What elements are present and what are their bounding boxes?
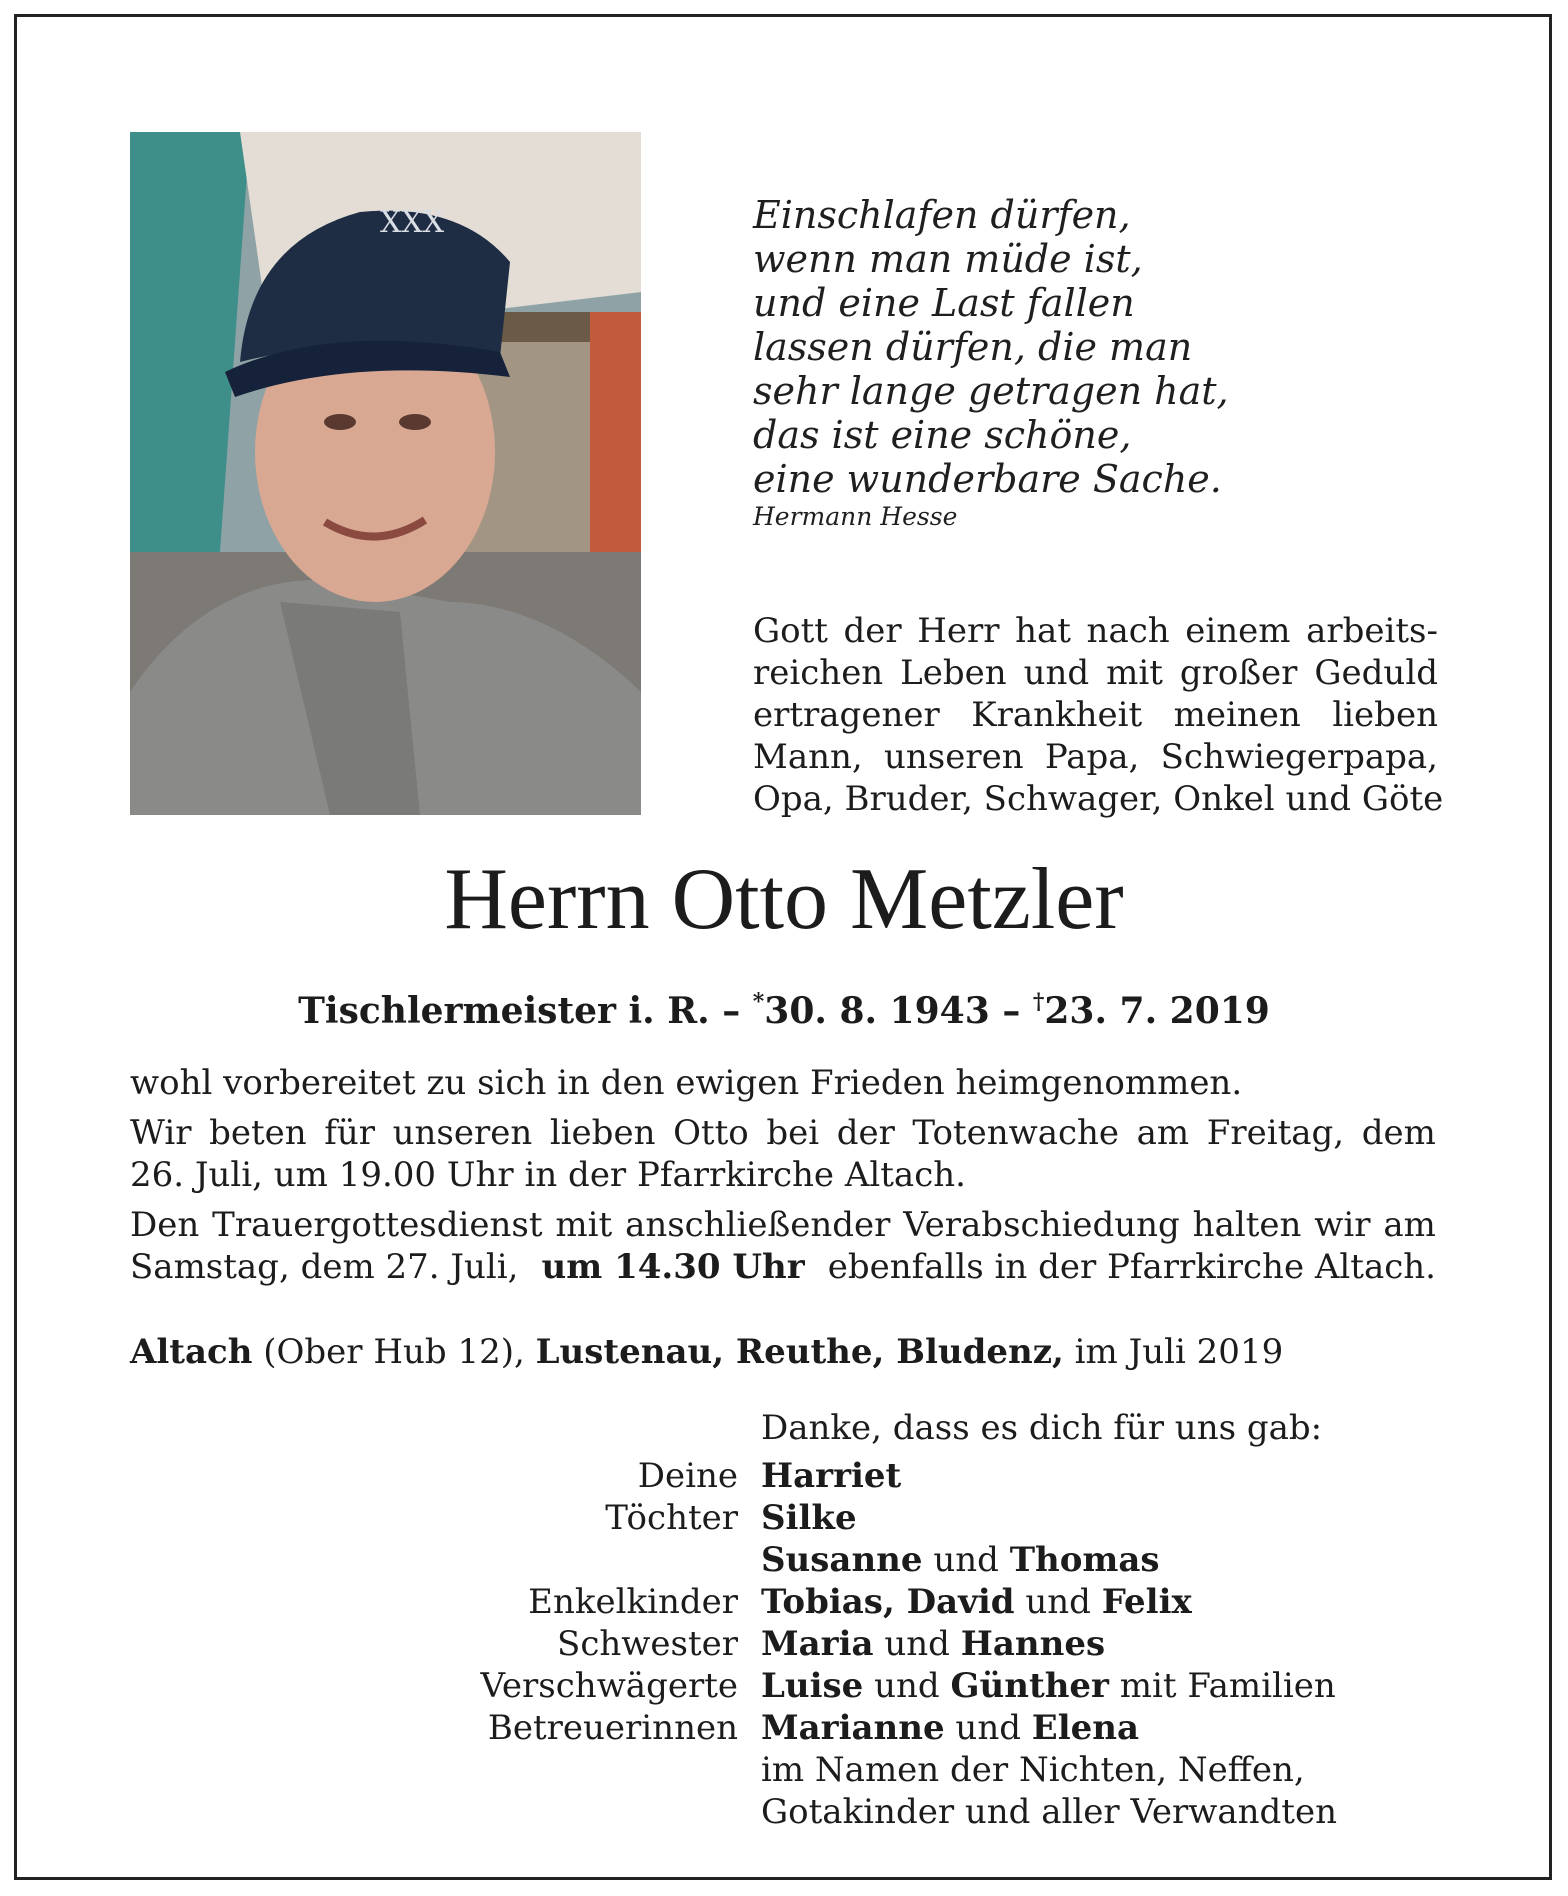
body-text bbox=[130, 1062, 1436, 1296]
text-segment: ebenfalls in der Pfarrkirche Altach. bbox=[827, 1247, 1436, 1287]
conjunction: und bbox=[874, 1666, 940, 1706]
other-places: Lustenau, Reuthe, Bludenz, bbox=[535, 1332, 1064, 1372]
mourner-row bbox=[0, 1623, 1568, 1665]
justified-line bbox=[130, 1204, 1436, 1246]
word: Trauergottesdienst bbox=[212, 1205, 543, 1245]
word: unseren bbox=[883, 737, 1024, 777]
name: Maria bbox=[761, 1624, 874, 1664]
word: großer bbox=[1179, 653, 1298, 693]
word: Otto bbox=[673, 1113, 749, 1153]
relation-label: Deine bbox=[637, 1456, 738, 1496]
mourners-list bbox=[0, 1455, 1568, 1833]
separator: – bbox=[1002, 990, 1021, 1032]
date: im Juli 2019 bbox=[1074, 1332, 1284, 1372]
word: mit bbox=[1106, 653, 1163, 693]
intro-line bbox=[753, 652, 1438, 694]
deceased-name: Herrn Otto Metzler bbox=[444, 851, 1124, 948]
word: der bbox=[843, 611, 902, 651]
poem-line: das ist eine schöne, bbox=[753, 413, 1132, 457]
name: Silke bbox=[761, 1498, 857, 1538]
relation-label: Schwester bbox=[557, 1624, 738, 1664]
justified-line bbox=[130, 1112, 1436, 1154]
mourner-row bbox=[0, 1497, 1568, 1539]
poem bbox=[753, 193, 1229, 501]
mourner-names bbox=[761, 1497, 857, 1539]
closing-line: Gotakinder und aller Verwandten bbox=[761, 1792, 1337, 1832]
service-time: um 14.30 Uhr bbox=[541, 1247, 805, 1287]
mourner-row bbox=[0, 1665, 1568, 1707]
word: anschließender bbox=[625, 1205, 891, 1245]
mourner-row bbox=[0, 1707, 1568, 1749]
word: Gott bbox=[753, 611, 828, 651]
intro-paragraph bbox=[753, 610, 1444, 820]
word: halten bbox=[1192, 1205, 1302, 1245]
word: dem bbox=[1361, 1113, 1436, 1153]
mourner-row bbox=[0, 1581, 1568, 1623]
poem-line: sehr lange getragen hat, bbox=[753, 369, 1229, 413]
word: ertragener bbox=[753, 695, 940, 735]
name: Susanne bbox=[761, 1540, 923, 1580]
poem-author: Hermann Hesse bbox=[753, 502, 958, 531]
death-date: 23. 7. 2019 bbox=[1044, 990, 1270, 1032]
word: für bbox=[324, 1113, 375, 1153]
birth-date: 30. 8. 1943 bbox=[764, 990, 990, 1032]
word: einem bbox=[1185, 611, 1291, 651]
profession: Tischlermeister i. R. bbox=[298, 990, 710, 1032]
body-paragraph-2 bbox=[130, 1112, 1436, 1196]
death-symbol: † bbox=[1032, 989, 1045, 1015]
word: Schwiegerpapa, bbox=[1160, 737, 1438, 777]
word: lieben bbox=[549, 1113, 656, 1153]
word: unseren bbox=[392, 1113, 533, 1153]
text-segment: Samstag, dem 27. Juli, bbox=[130, 1247, 519, 1287]
relation-label: Enkelkinder bbox=[528, 1582, 738, 1622]
mourner-row bbox=[0, 1455, 1568, 1497]
closing-row bbox=[0, 1749, 1568, 1791]
word: hat bbox=[1015, 611, 1071, 651]
birth-symbol: * bbox=[752, 989, 765, 1015]
justified-line bbox=[130, 1246, 1436, 1288]
name: Günther bbox=[950, 1666, 1109, 1706]
relation-label: Betreuerinnen bbox=[487, 1708, 738, 1748]
word: beten bbox=[209, 1113, 307, 1153]
suffix: mit Familien bbox=[1119, 1666, 1336, 1706]
conjunction: und bbox=[955, 1708, 1021, 1748]
svg-text:XXX: XXX bbox=[380, 205, 445, 240]
deceased-subtitle bbox=[0, 980, 1568, 1033]
word: Papa, bbox=[1044, 737, 1140, 777]
place-date-line bbox=[130, 1331, 1283, 1373]
poem-line: lassen dürfen, die man bbox=[753, 325, 1193, 369]
word: nach bbox=[1086, 611, 1170, 651]
mourner-names bbox=[761, 1581, 1192, 1623]
name: Felix bbox=[1101, 1582, 1192, 1622]
mourner-names bbox=[761, 1539, 1160, 1581]
name: Marianne bbox=[761, 1708, 945, 1748]
relation-label: Töchter bbox=[605, 1498, 738, 1538]
mourner-names bbox=[761, 1455, 901, 1497]
word: wir bbox=[1314, 1205, 1371, 1245]
name: Thomas bbox=[1009, 1540, 1160, 1580]
conjunction: und bbox=[1025, 1582, 1091, 1622]
word: Herr bbox=[917, 611, 1000, 651]
body-line: 26. Juli, um 19.00 Uhr in der Pfarrkirche Altach. bbox=[130, 1155, 966, 1195]
word: der bbox=[836, 1113, 895, 1153]
closing-row bbox=[0, 1791, 1568, 1833]
word: am bbox=[1383, 1205, 1436, 1245]
mourner-names bbox=[761, 1623, 1105, 1665]
name: Harriet bbox=[761, 1456, 902, 1496]
poem-line: Einschlafen dürfen, bbox=[753, 193, 1131, 237]
word: Geduld bbox=[1314, 653, 1438, 693]
conjunction: und bbox=[884, 1624, 950, 1664]
conjunction: und bbox=[933, 1540, 999, 1580]
word: bei bbox=[766, 1113, 820, 1153]
intro-line bbox=[753, 610, 1438, 652]
word: Leben bbox=[900, 653, 1007, 693]
mourner-names bbox=[761, 1665, 1336, 1707]
address: (Ober Hub 12), bbox=[263, 1332, 525, 1372]
word: lieben bbox=[1332, 695, 1438, 735]
word: Totenwache bbox=[912, 1113, 1120, 1153]
closing-line: im Namen der Nichten, Neffen, bbox=[761, 1750, 1305, 1790]
mourner-row bbox=[0, 1539, 1568, 1581]
word: und bbox=[1023, 653, 1090, 693]
place-altach: Altach bbox=[130, 1332, 253, 1372]
word: Verabschiedung bbox=[903, 1205, 1180, 1245]
word: meinen bbox=[1173, 695, 1301, 735]
name: Luise bbox=[761, 1666, 864, 1706]
body-paragraph-3 bbox=[130, 1204, 1436, 1288]
poem-line: wenn man müde ist, bbox=[753, 237, 1143, 281]
intro-line: Opa, Bruder, Schwager, Onkel und Göte bbox=[753, 779, 1444, 819]
word: Krankheit bbox=[971, 695, 1143, 735]
intro-line bbox=[753, 694, 1438, 736]
intro-line bbox=[753, 736, 1438, 778]
word: mit bbox=[555, 1205, 613, 1245]
body-paragraph-1: wohl vorbereitet zu sich in den ewigen Frieden heimgenommen. bbox=[130, 1063, 1243, 1103]
word: Den bbox=[130, 1205, 200, 1245]
thanks-line: Danke, dass es dich für uns gab: bbox=[761, 1408, 1323, 1448]
separator: – bbox=[722, 990, 741, 1032]
portrait-photo bbox=[130, 132, 641, 815]
poem-line: und eine Last fallen bbox=[753, 281, 1135, 325]
word: am bbox=[1136, 1113, 1190, 1153]
relation-label: Verschwägerte bbox=[480, 1666, 738, 1706]
word: Freitag, bbox=[1206, 1113, 1345, 1153]
name: Hannes bbox=[960, 1624, 1106, 1664]
mourner-names bbox=[761, 1707, 1139, 1749]
word: Wir bbox=[130, 1113, 192, 1153]
word: Mann, bbox=[753, 737, 863, 777]
name: Elena bbox=[1031, 1708, 1140, 1748]
poem-line: eine wunderbare Sache. bbox=[753, 457, 1222, 501]
word: reichen bbox=[753, 653, 884, 693]
name: Tobias, David bbox=[761, 1582, 1015, 1622]
word: arbeits- bbox=[1306, 611, 1438, 651]
